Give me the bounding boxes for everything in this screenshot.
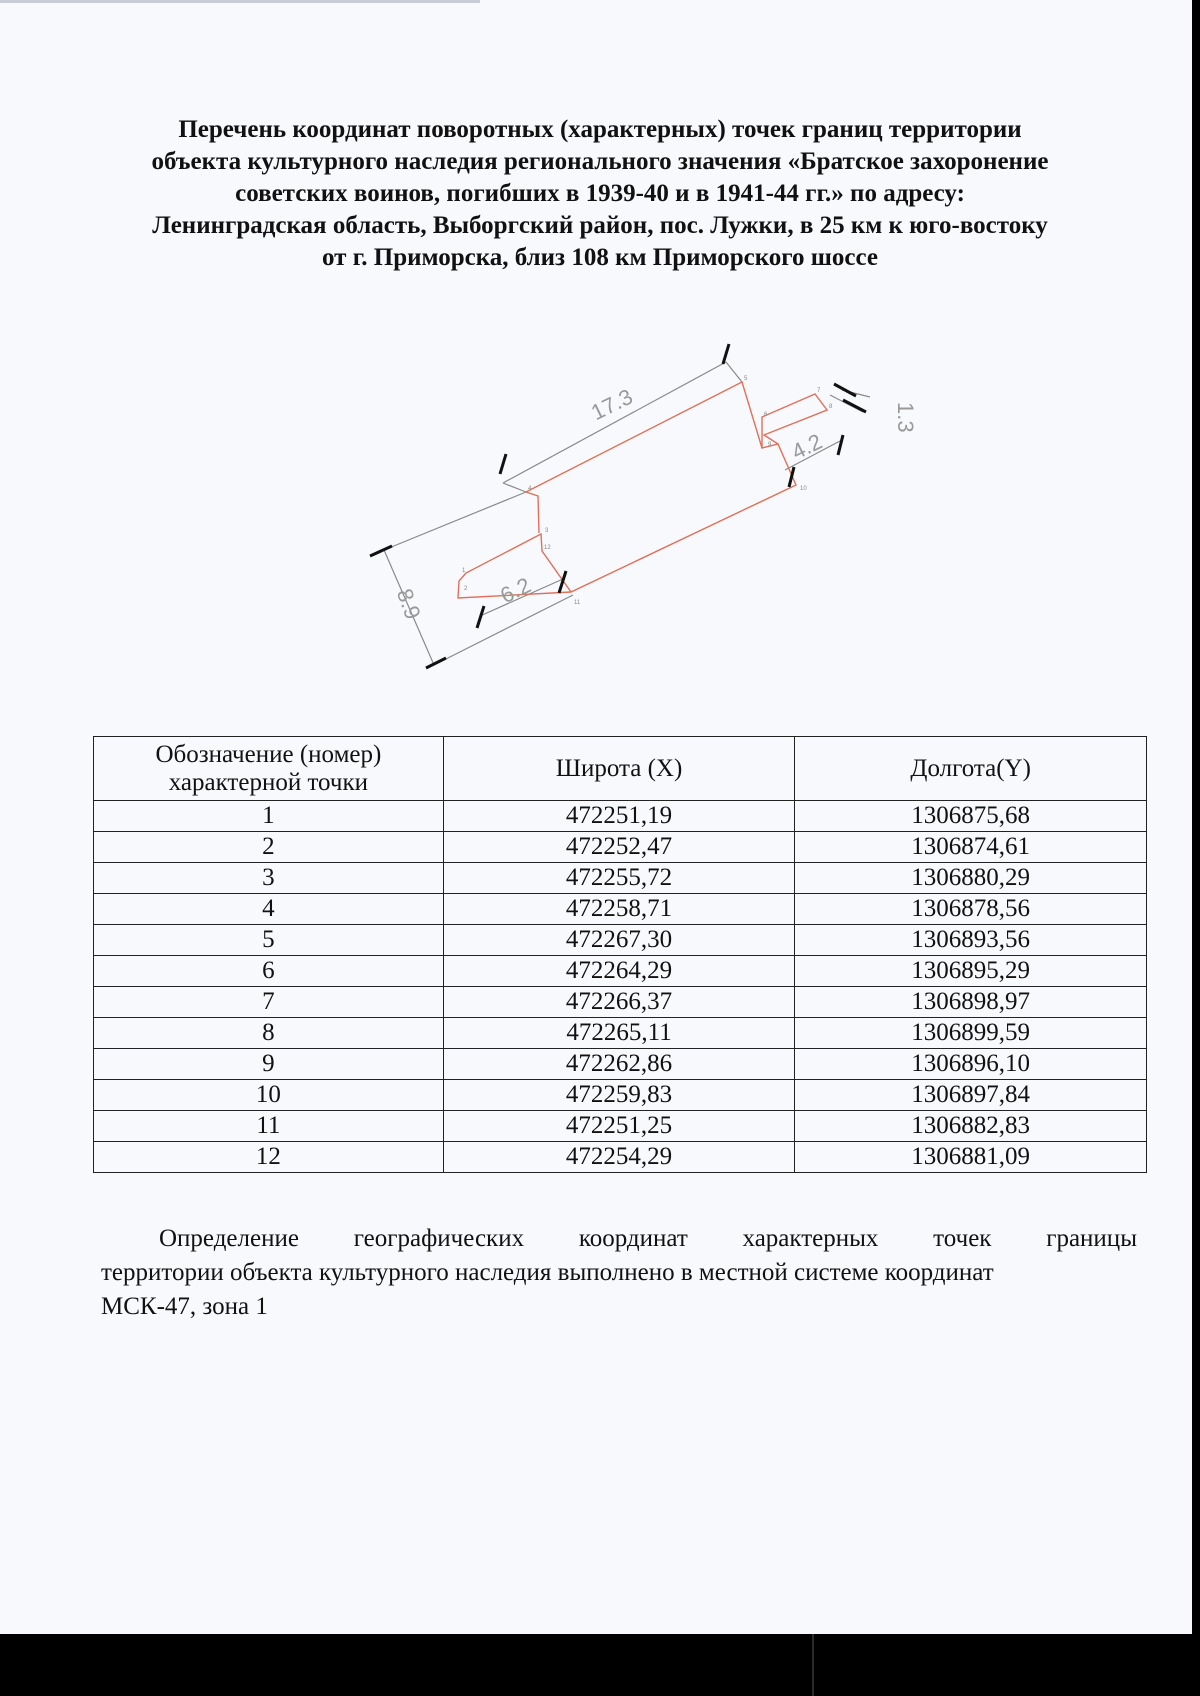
territory-boundary [458, 394, 827, 598]
title-line: Перечень координат поворотных (характерных) точек границ территории [178, 116, 1022, 143]
point-number-cell: 6 [94, 956, 444, 987]
dimension-label: 17.3 [587, 383, 637, 426]
point-number-cell: 7 [94, 987, 444, 1018]
point-label: 8 [829, 404, 833, 410]
table-row [94, 863, 1147, 894]
point-number-cell: 8 [94, 1018, 444, 1049]
coordinate-system-note [101, 1222, 1137, 1324]
point-number-cell: 5 [94, 925, 444, 956]
dimension-label: 4.2 [787, 428, 827, 465]
latitude-cell: 472251,19 [443, 801, 795, 832]
table-row [94, 894, 1147, 925]
longitude-cell: 1306878,56 [795, 894, 1147, 925]
longitude-cell: 1306895,29 [795, 956, 1147, 987]
point-number-cell: 11 [94, 1111, 444, 1142]
scan-top-mark [0, 0, 480, 3]
point-number-cell: 12 [94, 1142, 444, 1173]
dimension-label: 1.3 [893, 402, 918, 433]
dimension-label: 6.2 [496, 572, 535, 609]
longitude-cell: 1306880,29 [795, 863, 1147, 894]
table-row [94, 1080, 1147, 1111]
title-line: советских воинов, погибших в 1939-40 и в 1941-44 гг.» по адресу: [235, 180, 965, 207]
territory-boundary-main [526, 382, 762, 533]
tick-mark [843, 400, 866, 412]
point-label: 9 [768, 442, 772, 448]
latitude-cell: 472254,29 [443, 1142, 795, 1173]
table-row [94, 925, 1147, 956]
point-number-cell: 10 [94, 1080, 444, 1111]
title-line: Ленинградская область, Выборгский район, пос. Лужки, в 25 км к юго-востоку [152, 212, 1048, 239]
point-label: 12 [544, 545, 551, 551]
longitude-cell: 1306882,83 [795, 1111, 1147, 1142]
latitude-cell: 472265,11 [443, 1018, 795, 1049]
dimension-extension [726, 362, 742, 382]
longitude-cell: 1306896,10 [795, 1049, 1147, 1080]
scan-bottom-split [812, 1634, 814, 1696]
dimension-label: 8.9 [391, 585, 426, 623]
latitude-cell: 472255,72 [443, 863, 795, 894]
point-label: 1 [462, 568, 466, 574]
point-label: 2 [464, 586, 468, 592]
point-label: 11 [574, 600, 581, 606]
latitude-cell: 472258,71 [443, 894, 795, 925]
point-number-cell: 1 [94, 801, 444, 832]
point-label: 6 [764, 412, 768, 418]
longitude-cell: 1306874,61 [795, 832, 1147, 863]
scan-right-edge [1192, 0, 1200, 1696]
point-number-cell: 3 [94, 863, 444, 894]
tick-mark [559, 571, 566, 593]
scan-bottom-edge [0, 1634, 1200, 1696]
point-label: 4 [528, 486, 532, 492]
table-row [94, 1049, 1147, 1080]
point-label: 7 [817, 388, 821, 394]
dimension-extension [503, 483, 526, 492]
table-row [94, 987, 1147, 1018]
latitude-cell: 472264,29 [443, 956, 795, 987]
table-row [94, 956, 1147, 987]
table-header-row [94, 737, 1147, 801]
point-label: 3 [545, 528, 549, 534]
header-point-number: Обозначение (номер) характерной точки [94, 737, 444, 801]
latitude-cell: 472251,25 [443, 1111, 795, 1142]
longitude-cell: 1306899,59 [795, 1018, 1147, 1049]
longitude-cell: 1306893,56 [795, 925, 1147, 956]
title-line: от г. Приморска, близ 108 км Приморского шоссе [322, 244, 878, 271]
dimension-extension [384, 492, 526, 550]
tick-mark [477, 606, 484, 628]
latitude-cell: 472266,37 [443, 987, 795, 1018]
coordinates-table [93, 736, 1147, 1173]
note-line: Определение географических координат характерных точек границы [159, 1225, 1137, 1252]
longitude-cell: 1306898,97 [795, 987, 1147, 1018]
tick-mark [370, 546, 392, 556]
note-line: территории объекта культурного наследия выполнено в местной системе координат [101, 1259, 994, 1286]
header-latitude: Широта (X) [443, 737, 795, 801]
latitude-cell: 472259,83 [443, 1080, 795, 1111]
point-number-cell: 4 [94, 894, 444, 925]
latitude-cell: 472252,47 [443, 832, 795, 863]
point-number-cell: 9 [94, 1049, 444, 1080]
header-longitude: Долгота(Y) [795, 737, 1147, 801]
longitude-cell: 1306897,84 [795, 1080, 1147, 1111]
point-label: 5 [744, 376, 748, 382]
tick-mark [838, 435, 843, 455]
longitude-cell: 1306875,68 [795, 801, 1147, 832]
point-label: 10 [800, 486, 807, 492]
tick-mark [500, 454, 506, 474]
dimension-line-17-3 [503, 362, 726, 483]
point-number-cell: 2 [94, 832, 444, 863]
latitude-cell: 472267,30 [443, 925, 795, 956]
tick-mark [426, 658, 446, 668]
boundary-plan-drawing [360, 330, 920, 680]
table-body [94, 801, 1147, 1173]
latitude-cell: 472262,86 [443, 1049, 795, 1080]
table-row [94, 1111, 1147, 1142]
tick-mark [834, 384, 856, 396]
document-title [90, 114, 1110, 274]
table-row [94, 832, 1147, 863]
table-row [94, 801, 1147, 832]
tick-mark [723, 344, 729, 364]
title-line: объекта культурного наследия регионального значения «Братское захоронение [151, 148, 1049, 175]
longitude-cell: 1306881,09 [795, 1142, 1147, 1173]
note-line: МСК-47, зона 1 [101, 1293, 268, 1320]
table-row [94, 1142, 1147, 1173]
table-row [94, 1018, 1147, 1049]
